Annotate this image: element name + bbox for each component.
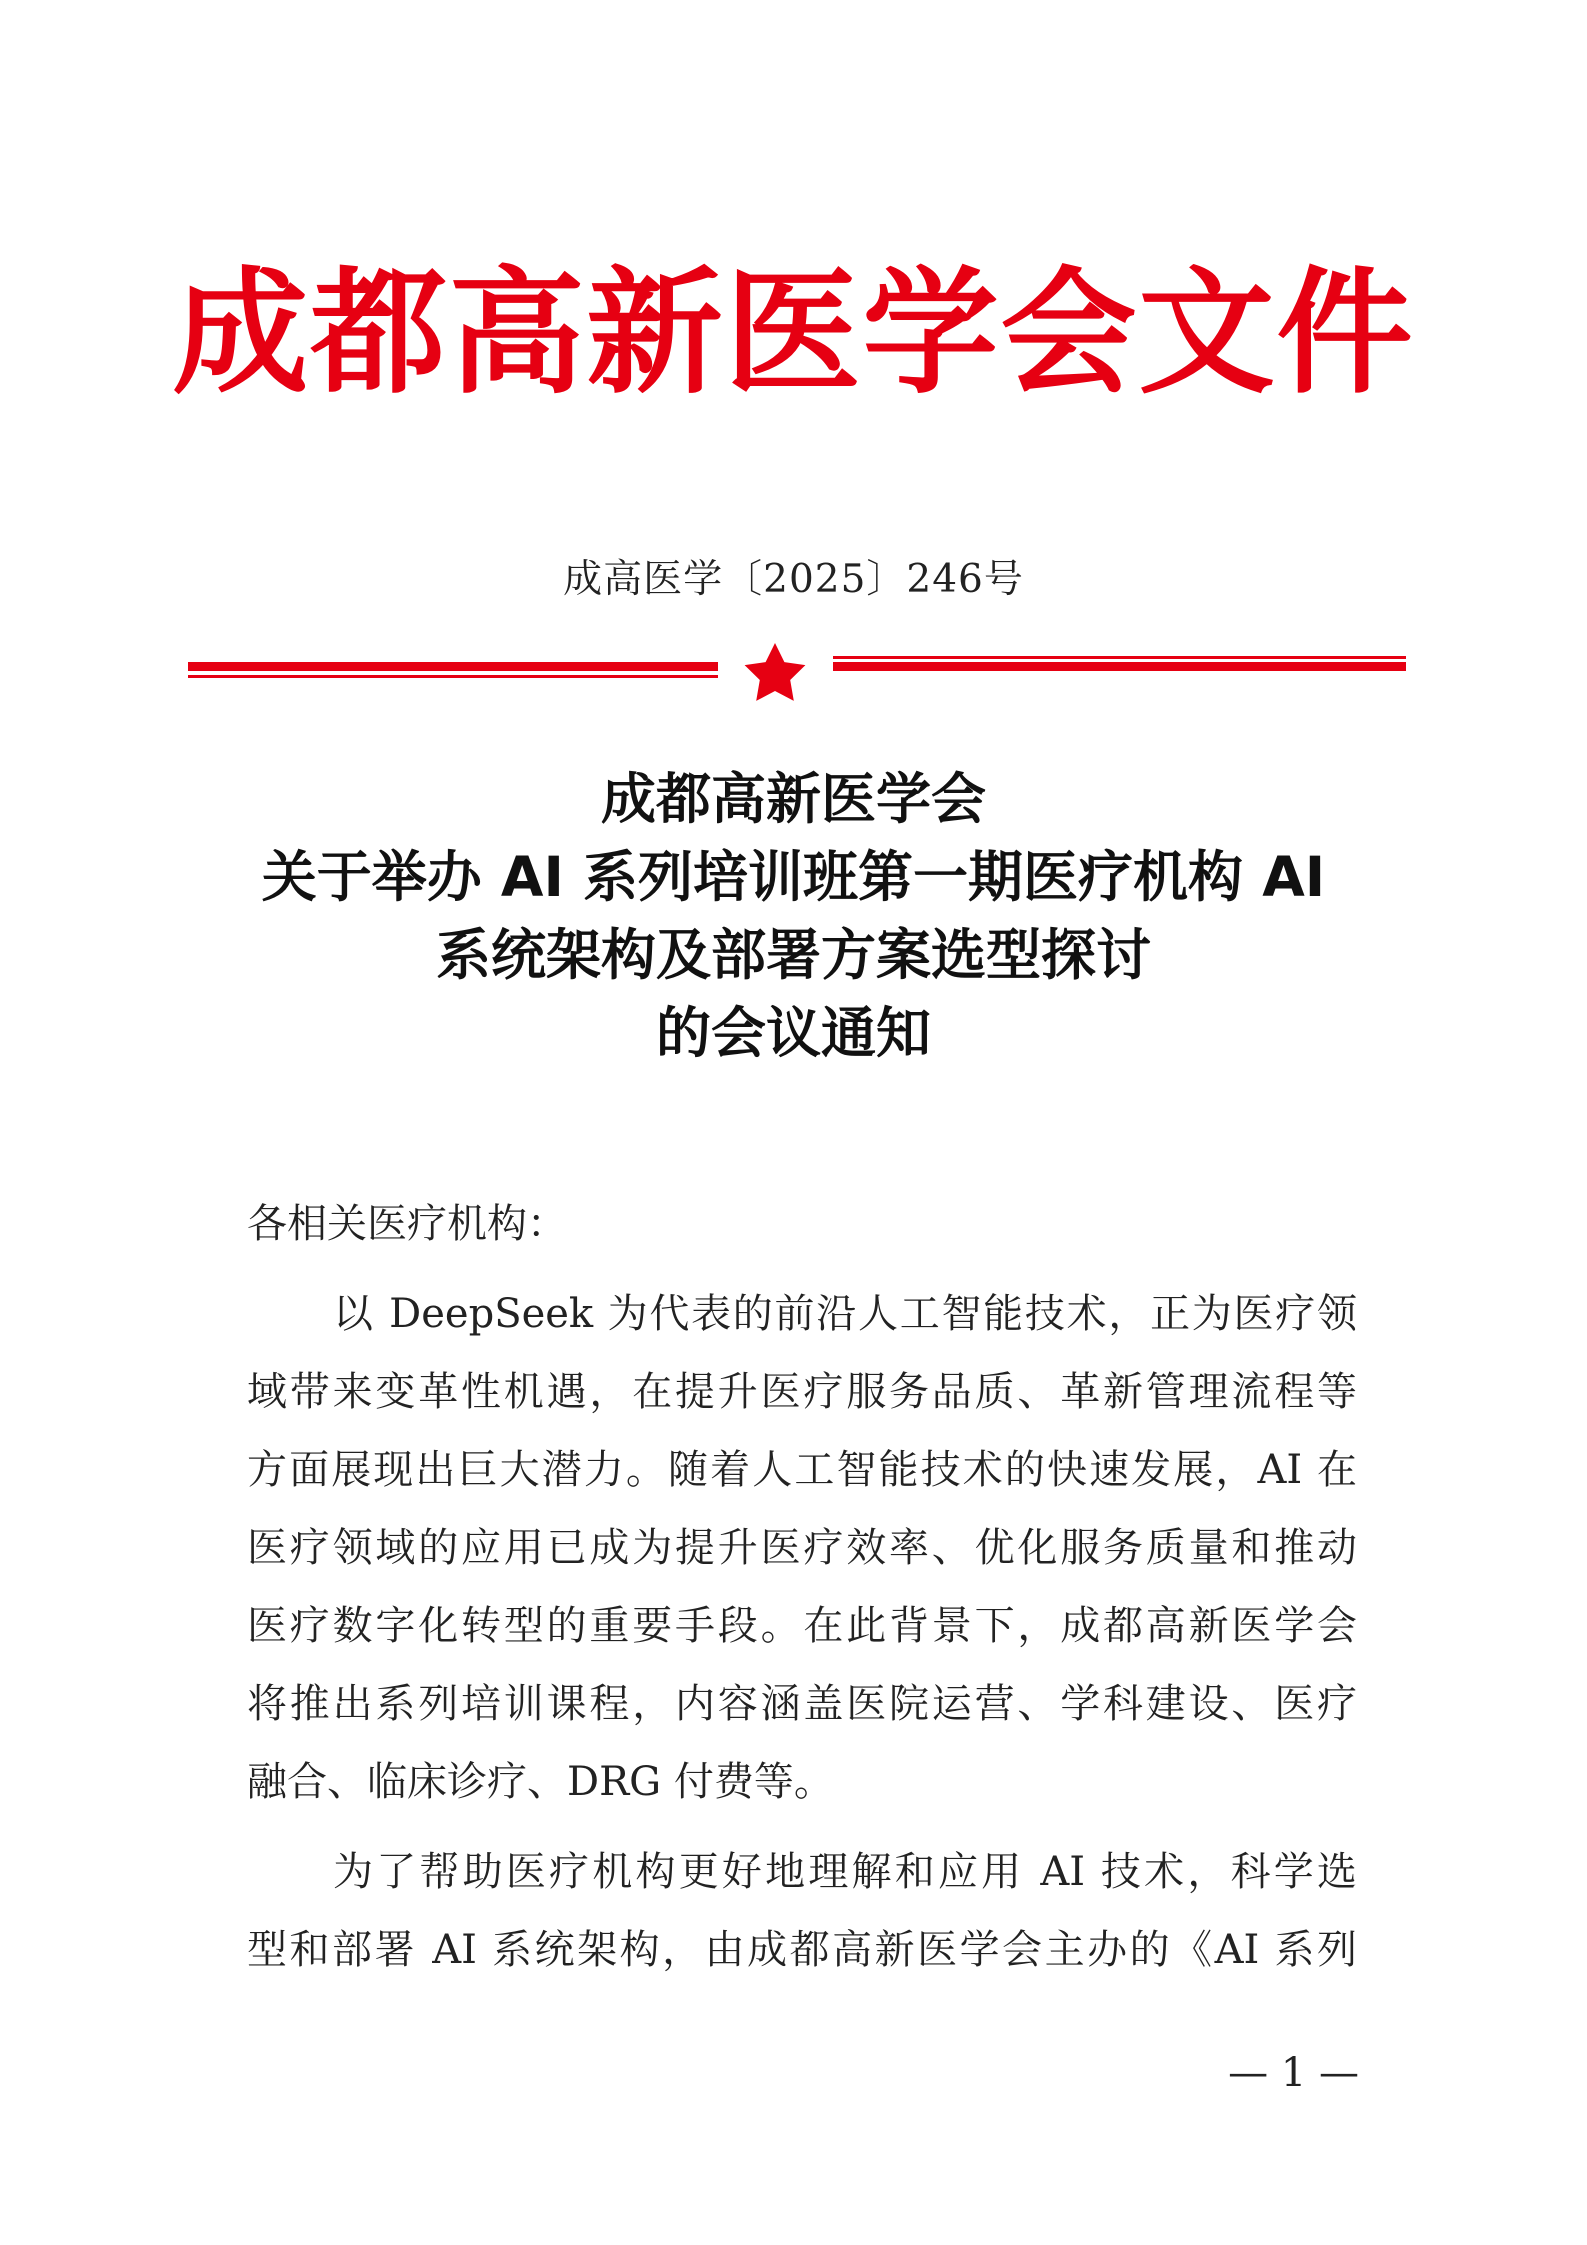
document-number: 成高医学〔2025〕246号 [563, 557, 1024, 602]
title-line: 关于举办 AI 系列培训班第一期医疗机构 AI [261, 845, 1326, 909]
paragraph-1-line: 方面展现出巨大潜力。随着人工智能技术的快速发展，AI 在 [247, 1447, 1357, 1493]
notice-body [247, 1185, 1357, 1989]
document-masthead: 成都高新医学会文件 [172, 253, 1415, 413]
title-line: 的会议通知 [655, 1001, 931, 1065]
divider-line-left [188, 662, 718, 678]
red-divider [188, 632, 1406, 702]
paragraph-1-line: 医疗领域的应用已成为提升医疗效率、优化服务质量和推动 [247, 1525, 1357, 1571]
red-star-icon [745, 643, 806, 701]
paragraph-1-line: 域带来变革性机遇，在提升医疗服务品质、革新管理流程等 [247, 1369, 1357, 1415]
paragraph-1-line: 医疗数字化转型的重要手段。在此背景下，成都高新医学会 [247, 1603, 1357, 1649]
paragraph-1-line: 融合、临床诊疗、DRG 付费等。 [247, 1759, 834, 1805]
salutation: 各相关医疗机构： [247, 1201, 567, 1247]
divider-line-right [833, 656, 1406, 671]
page-number: — 1 — [1228, 2050, 1359, 2096]
paragraph-1-line: 以 DeepSeek 为代表的前沿人工智能技术，正为医疗领 [333, 1291, 1357, 1337]
paragraph-1-line: 将推出系列培训课程，内容涵盖医院运营、学科建设、医疗 [247, 1681, 1357, 1727]
title-line: 系统架构及部署方案选型探讨 [435, 923, 1151, 987]
notice-title [0, 760, 1587, 1072]
paragraph-2-line: 型和部署 AI 系统架构，由成都高新医学会主办的《AI 系列 [247, 1927, 1357, 1973]
title-line: 成都高新医学会 [600, 767, 986, 831]
paragraph-2-line: 为了帮助医疗机构更好地理解和应用 AI 技术，科学选 [333, 1849, 1357, 1895]
